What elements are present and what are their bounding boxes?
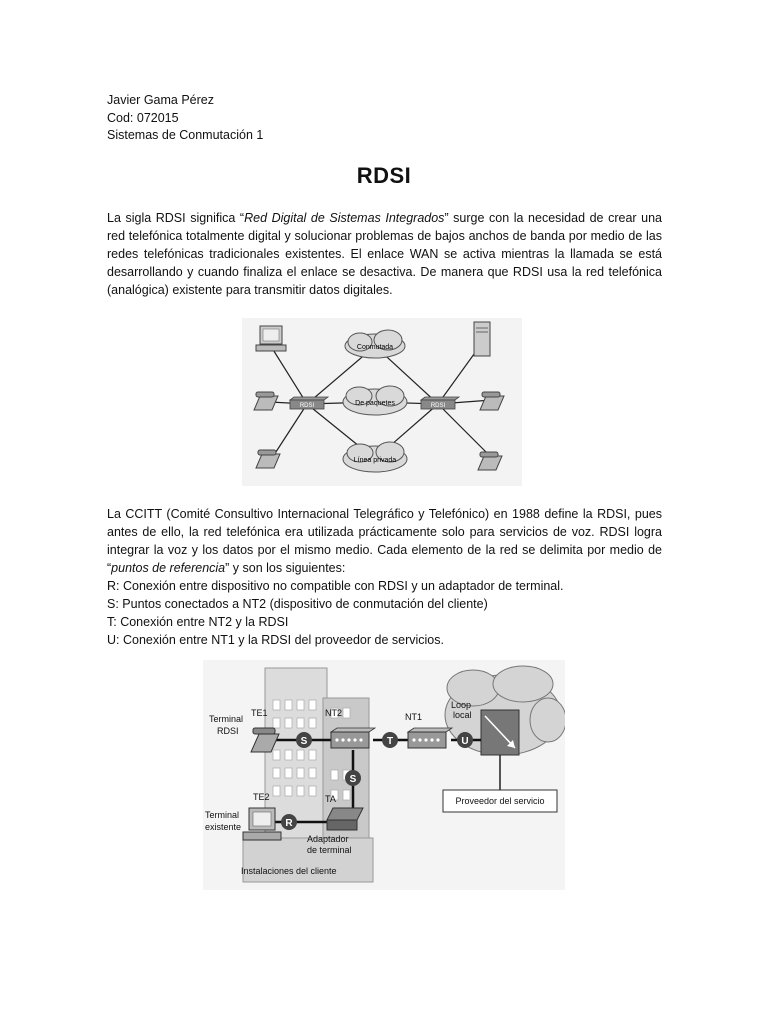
telephone-icon (254, 392, 278, 410)
header-block (107, 92, 263, 145)
svg-text:S: S (349, 774, 357, 785)
label-terminal-rdsi-2: RDSI (217, 726, 239, 736)
reference-point-r: R: Conexión entre dispositivo no compatible con RDSI y un adaptador de terminal. (107, 579, 564, 593)
label-nt1: NT1 (405, 712, 423, 722)
label-ta: TA (325, 794, 336, 804)
intro-emphasis: Red Digital de Sistemas Integrados (244, 211, 445, 225)
document-title: RDSI (356, 163, 412, 188)
svg-text:U: U (461, 736, 469, 747)
intro-post: ” surge con la necesidad de crear una red telefónica totalmente digital y solucionar problemas de bajos anchos de banda por medio de las redes telefónicas tradicionales existentes. El enlace WAN se activa mientras la llamada se está desarrollando y cuando finaliza el enlace se desactiva. De manera que RDSI usa la red telefónica (analógica) existente para transmitir datos digitales. (107, 211, 662, 297)
ccitt-paragraph (107, 505, 662, 649)
label-terminal-existente-2: existente (205, 822, 242, 832)
computer-icon (256, 326, 286, 351)
network-diagram (242, 318, 522, 486)
intro-paragraph (107, 209, 662, 299)
cloud-label-linea-privada: Línea privada (353, 457, 397, 464)
svg-text:R: R (285, 818, 293, 829)
server-icon (474, 322, 490, 356)
label-provider: Proveedor del servicio (455, 796, 545, 806)
label-te2: TE2 (253, 792, 270, 802)
label-adapter-2: de terminal (307, 845, 352, 855)
nt1-device-icon (408, 728, 452, 748)
telephone-icon (478, 452, 502, 470)
switch-right (421, 397, 459, 409)
ref-point-r-icon (281, 814, 297, 830)
label-premises: Instalaciones del cliente (241, 866, 337, 876)
intro-pre: La sigla RDSI significa “ (107, 211, 245, 225)
ccitt-quote-line: “puntos de referencia” y son los siguientes: (107, 561, 346, 575)
ref-point-u-icon (457, 732, 473, 748)
ccitt-emphasis: puntos de referencia (111, 561, 226, 575)
course-name: Sistemas de Conmutación 1 (107, 128, 264, 142)
reference-point-u: U: Conexión entre NT1 y la RDSI del proveedor de servicios. (107, 633, 444, 647)
switch-left (290, 397, 328, 409)
label-loop-2: local (453, 710, 472, 720)
ref-point-s2-icon (345, 770, 361, 786)
svg-text:T: T (386, 736, 394, 747)
reference-point-s: S: Puntos conectados a NT2 (dispositivo de conmutación del cliente) (107, 597, 488, 611)
cloud-label-conmutada: Conmutada (356, 344, 394, 351)
cloud-label-paquetes: De paquetes (355, 400, 395, 407)
label-nt2: NT2 (325, 708, 343, 718)
ccitt-text: La CCITT (Comité Consultivo Internacional Telegráfico y Telefónico) en 1988 define la RDSI, pues antes de ello, la red telefónica era utilizada prácticamente solo para servicios de voz. RDSI logra integrar la voz y los datos por el mismo medio. Cada elemento de la red se delimita por medio de (107, 507, 662, 557)
author-name: Javier Gama Pérez (107, 93, 214, 107)
label-terminal-existente-1: Terminal (205, 810, 240, 820)
svg-text:RDSI: RDSI (299, 403, 315, 409)
ref-point-t-icon (382, 732, 398, 748)
provider-switch-icon (481, 710, 519, 755)
label-adapter-1: Adaptador (307, 834, 349, 844)
nt2-device-icon (331, 728, 375, 748)
svg-text:S: S (300, 736, 308, 747)
telephone-icon (480, 392, 504, 410)
label-loop-1: Loop (451, 700, 472, 710)
svg-text:RDSI: RDSI (430, 403, 446, 409)
reference-point-t: T: Conexión entre NT2 y la RDSI (107, 615, 289, 629)
computer-icon (243, 808, 281, 840)
label-terminal-rdsi-1: Terminal (209, 714, 244, 724)
ref-point-s-icon (296, 732, 312, 748)
telephone-icon (256, 450, 280, 468)
reference-points-diagram (203, 660, 565, 890)
student-code: Cod: 072015 (107, 110, 179, 125)
label-te1: TE1 (251, 708, 268, 718)
